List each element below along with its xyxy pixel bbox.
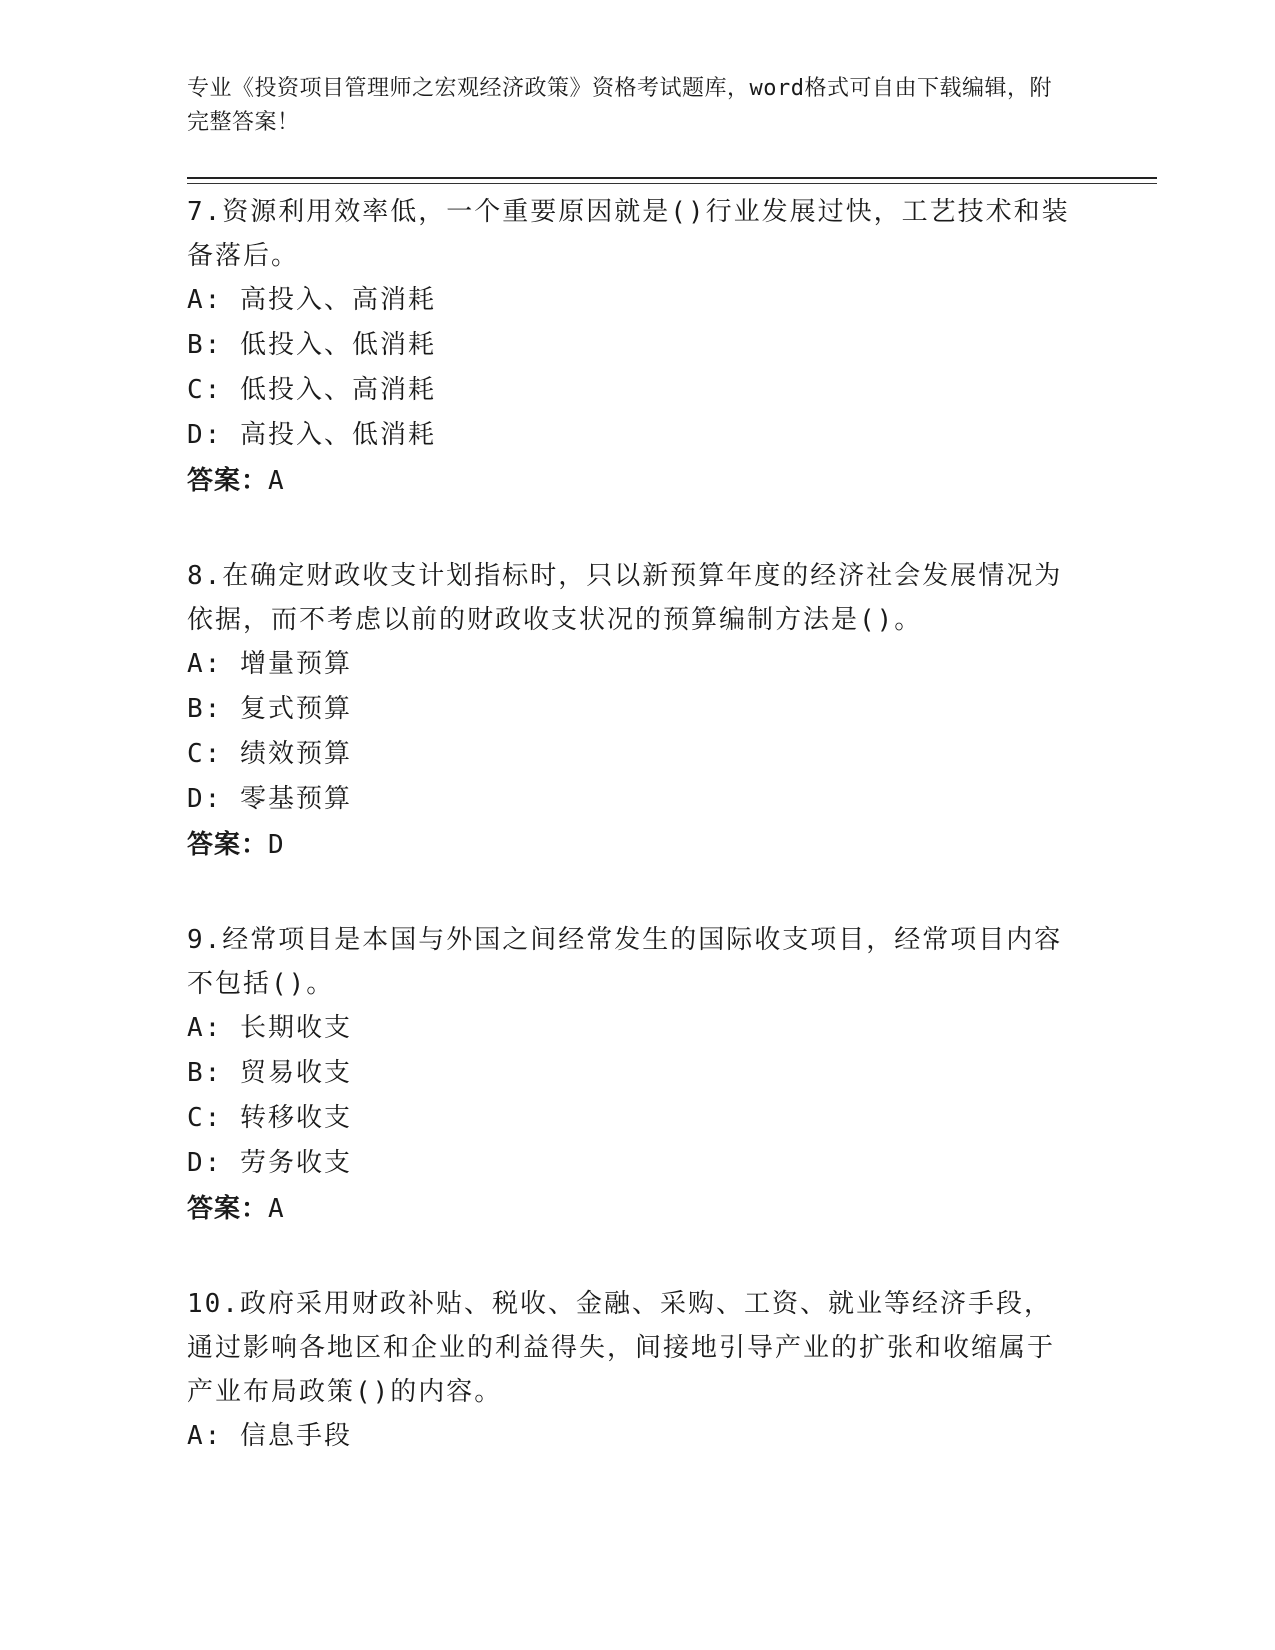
answer-label: 答案： bbox=[187, 466, 269, 496]
header-divider-thin bbox=[187, 183, 1157, 184]
option-c: C: 绩效预算 bbox=[187, 739, 352, 769]
option-d: D: 零基预算 bbox=[187, 784, 352, 814]
option-b: B: 低投入、低消耗 bbox=[187, 330, 436, 360]
question-stem: 8.在确定财政收支计划指标时，只以新预算年度的经济社会发展情况为依据，而不考虑以前的财政收支状况的预算编制方法是()。 bbox=[187, 561, 1063, 635]
question-stem: 10.政府采用财政补贴、税收、金融、采购、工资、就业等经济手段，通过影响各地区和企业的利益得失，间接地引导产业的扩张和收缩属于产业布局政策()的内容。 bbox=[187, 1289, 1056, 1407]
question-list bbox=[187, 190, 1077, 1509]
option-b: B: 贸易收支 bbox=[187, 1058, 352, 1088]
question-9 bbox=[187, 918, 1077, 1232]
answer-line bbox=[187, 458, 1077, 504]
answer-label: 答案： bbox=[187, 1194, 269, 1224]
answer-line bbox=[187, 1186, 1077, 1232]
option-c: C: 转移收支 bbox=[187, 1103, 352, 1133]
option-a: A: 增量预算 bbox=[187, 649, 352, 679]
question-stem: 7.资源利用效率低，一个重要原因就是()行业发展过快，工艺技术和装备落后。 bbox=[187, 197, 1070, 271]
option-a: A: 长期收支 bbox=[187, 1013, 352, 1043]
answer-value: A bbox=[268, 466, 285, 496]
question-stem: 9.经常项目是本国与外国之间经常发生的国际收支项目，经常项目内容不包括()。 bbox=[187, 925, 1063, 999]
answer-line bbox=[187, 822, 1077, 868]
option-c: C: 低投入、高消耗 bbox=[187, 375, 436, 405]
answer-value: D bbox=[268, 830, 285, 860]
option-d: D: 劳务收支 bbox=[187, 1148, 352, 1178]
answer-label: 答案： bbox=[187, 830, 269, 860]
header-divider-thick bbox=[187, 177, 1157, 179]
question-10 bbox=[187, 1282, 1077, 1459]
option-b: B: 复式预算 bbox=[187, 694, 352, 724]
option-a: A: 信息手段 bbox=[187, 1421, 352, 1451]
option-d: D: 高投入、低消耗 bbox=[187, 420, 436, 450]
option-a: A: 高投入、高消耗 bbox=[187, 285, 436, 315]
document-header: 专业《投资项目管理师之宏观经济政策》资格考试题库，word格式可自由下载编辑，附完整答案！ bbox=[187, 76, 1052, 135]
question-8 bbox=[187, 554, 1077, 868]
question-7 bbox=[187, 190, 1077, 504]
answer-value: A bbox=[268, 1194, 285, 1224]
